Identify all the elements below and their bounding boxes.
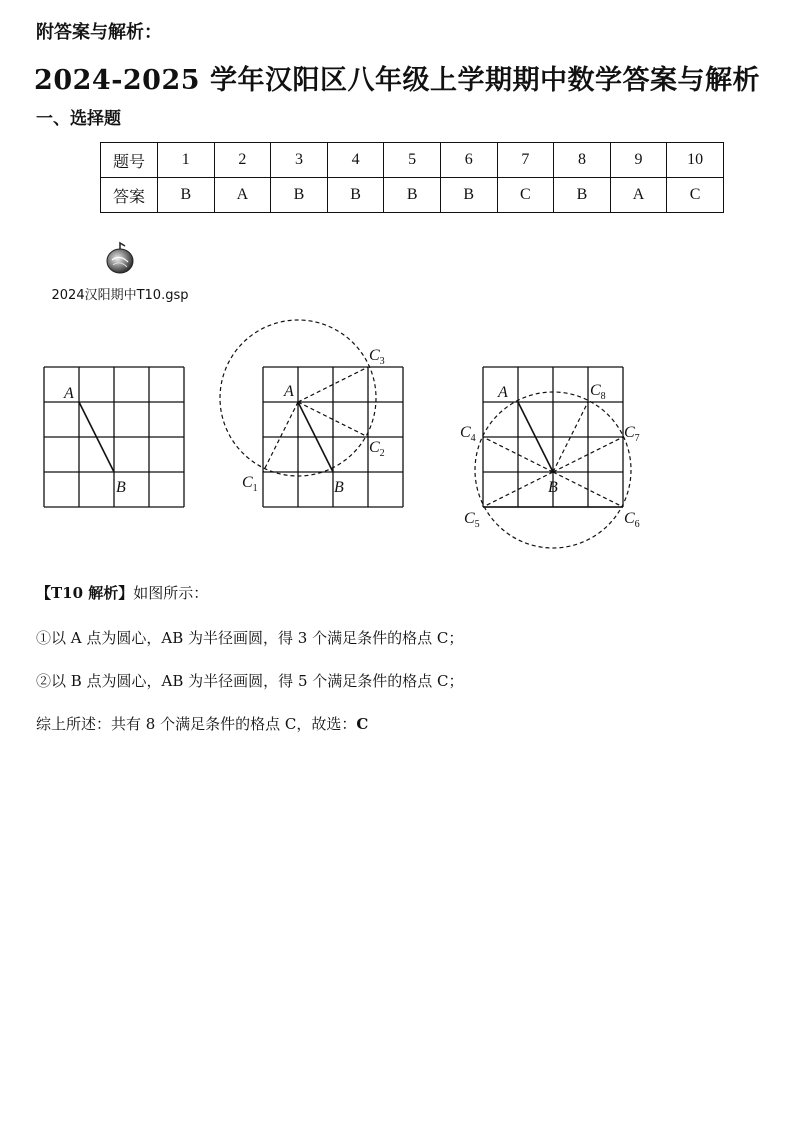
table-row-numbers — [101, 143, 724, 178]
table-cell: 3 — [271, 143, 328, 178]
table-cell: C — [497, 178, 554, 213]
table-cell: 10 — [667, 143, 724, 178]
point-label-c5: $C_5$ — [464, 510, 480, 530]
section-heading: 一、选择题 — [36, 109, 121, 129]
gsp-file-icon[interactable] — [103, 240, 137, 276]
table-row-answers — [101, 178, 724, 213]
answer-table — [100, 142, 724, 213]
point-label-c3: $C_3$ — [369, 347, 385, 367]
analysis-heading-label: 【T10 解析】 — [36, 584, 134, 602]
analysis-heading-tail: 如图所示： — [133, 584, 209, 602]
table-row-label: 题号 — [101, 143, 158, 178]
point-label-a: A — [498, 384, 508, 401]
point-label-c4: $C_4$ — [460, 424, 476, 444]
table-cell: C — [667, 178, 724, 213]
table-cell: B — [327, 178, 384, 213]
table-cell: 7 — [497, 143, 554, 178]
attachment-heading: 附答案与解析： — [36, 22, 162, 43]
table-cell: B — [554, 178, 611, 213]
point-label-c1: $C_1$ — [242, 474, 258, 494]
point-label-c7: $C_7$ — [624, 424, 640, 444]
point-label-b: B — [116, 479, 126, 496]
table-row-label: 答案 — [101, 178, 158, 213]
point-label-c6: $C_6$ — [624, 510, 640, 530]
table-cell: 8 — [554, 143, 611, 178]
analysis-summary-text: 综上所述：共有 8 个满足条件的格点 C，故选： — [36, 715, 357, 733]
gsp-file-label[interactable]: 2024汉阳期中T10.gsp — [51, 288, 189, 303]
point-label-c2: $C_2$ — [369, 439, 385, 459]
page-title: 2024-2025 学年汉阳区八年级上学期期中数学答案与解析 — [34, 65, 760, 96]
analysis-step-2: ②以 B 点为圆心，AB 为半径画圆，得 5 个满足条件的格点 C； — [36, 672, 464, 690]
table-cell: 2 — [214, 143, 271, 178]
table-cell: B — [440, 178, 497, 213]
table-cell: 9 — [610, 143, 667, 178]
table-cell: 4 — [327, 143, 384, 178]
table-cell: B — [158, 178, 215, 213]
point-label-a: A — [284, 383, 294, 400]
table-cell: 1 — [158, 143, 215, 178]
table-cell: B — [384, 178, 441, 213]
table-cell: 5 — [384, 143, 441, 178]
table-cell: B — [271, 178, 328, 213]
analysis-summary — [36, 713, 368, 734]
point-label-b: B — [334, 479, 344, 496]
analysis-heading — [36, 582, 208, 603]
table-cell: A — [610, 178, 667, 213]
grid-figures — [0, 300, 794, 560]
table-cell: 6 — [440, 143, 497, 178]
point-label-b: B — [548, 479, 558, 496]
analysis-summary-answer: C — [356, 715, 369, 733]
point-label-a: A — [64, 385, 74, 402]
analysis-step-1: ①以 A 点为圆心，AB 为半径画圆，得 3 个满足条件的格点 C； — [36, 629, 464, 647]
table-cell: A — [214, 178, 271, 213]
point-label-c8: $C_8$ — [590, 382, 606, 402]
gsp-attachment[interactable] — [50, 240, 190, 303]
